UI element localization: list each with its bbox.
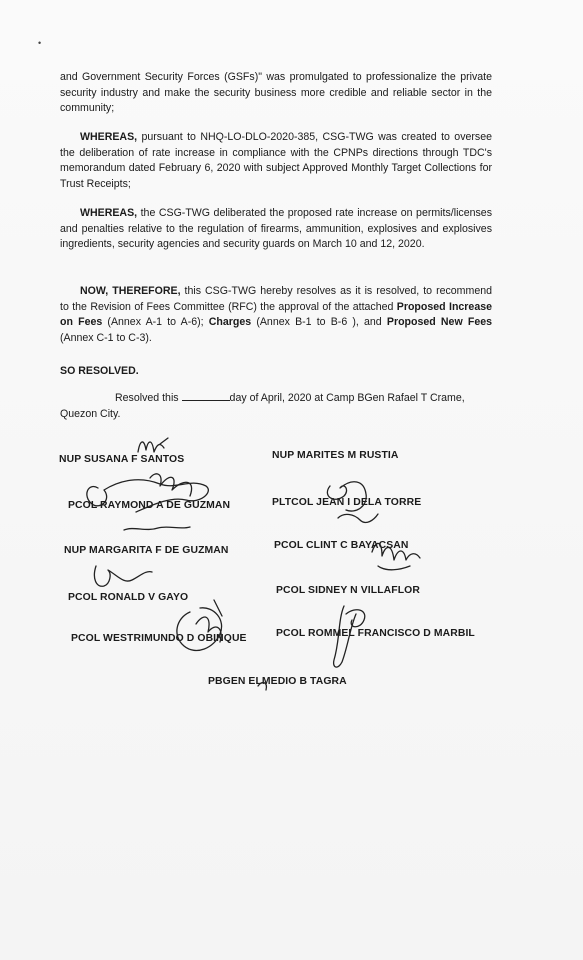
signatory-margarita-de-guzman: NUP MARGARITA F DE GUZMAN: [64, 545, 229, 556]
signatory-villaflor: PCOL SIDNEY N VILLAFLOR: [276, 585, 420, 596]
signature-santos: [138, 438, 168, 452]
paragraph-now-therefore: [60, 284, 492, 346]
whereas-2-lead: WHEREAS,: [80, 207, 138, 219]
paragraph-whereas-2: [60, 206, 492, 253]
proposed-increase-fees: Proposed Increase on Fees: [60, 300, 492, 328]
signatory-gayo: PCOL RONALD V GAYO: [68, 592, 189, 603]
proposed-new-fees: Proposed New Fees: [386, 316, 492, 328]
signatory-bayacsan: PCOL CLINT C BAYACSAN: [274, 540, 409, 551]
so-resolved: SO RESOLVED.: [60, 365, 139, 377]
signatory-marbil: PCOL ROMMEL FRANCISCO D MARBIL: [276, 628, 475, 639]
signatory-rustia: NUP MARITES M RUSTIA: [272, 450, 399, 461]
signatory-tagra: PBGEN ELMEDIO B TAGRA: [208, 676, 347, 687]
whereas-1-text: pursuant to NHQ-LO-DLO-2020-385, CSG-TWG was created to oversee the deliberation of rate increase in compliance with the CPNPs directions through TDC's memorandum dated February 6, 2020 with subject Approved Monthly Target Collections for Trust Receipts;: [60, 131, 492, 190]
paragraph-intro-text: and Government Security Forces (GSFs)" was promulgated to professionalize the private security industry and make the security business more credible and reliable sector in the community;: [60, 71, 492, 114]
now-therefore-text-a: this CSG-TWG hereby resolves as it is resolved, to recommend to the Revision of Fees Committee (RFC) the approval of the attached: [60, 285, 492, 313]
resolved-statement: [60, 391, 492, 422]
whereas-1-lead: WHEREAS,: [80, 131, 138, 143]
now-therefore-lead: NOW, THEREFORE,: [80, 285, 181, 297]
signatory-raymond-de-guzman: PCOL RAYMOND A DE GUZMAN: [68, 500, 231, 511]
paragraph-whereas-1: [60, 130, 492, 192]
paragraph-intro: [60, 70, 492, 117]
resolved-text-a: Resolved this: [115, 392, 182, 404]
signatory-santos: NUP SUSANA F SANTOS: [59, 454, 185, 465]
date-blank-line: [182, 391, 230, 401]
whereas-2-text: the CSG-TWG deliberated the proposed rate increase on permits/licenses and penalties relative to the regulation of firearms, ammunition, explosives and explosives ingredients, security agencies and security guards on March 10 and 12, 2020.: [60, 207, 492, 250]
scan-mark: •: [38, 38, 42, 48]
charges-label: Charges: [208, 316, 252, 328]
now-therefore-text-c: (Annex A-1 to A-6);: [102, 316, 209, 328]
signature-gayo: [94, 566, 152, 586]
now-therefore-text-e: (Annex C-1 to C-3).: [60, 331, 152, 344]
signatory-obinque: PCOL WESTRIMUNDO D OBINQUE: [71, 633, 247, 644]
resolved-text-b: day of April, 2020 at Camp BGen Rafael T Crame, Quezon City.: [60, 392, 465, 420]
signatory-dela-torre: PLTCOL JEAN I DELA TORRE: [272, 497, 422, 508]
now-therefore-text-d: (Annex B-1 to B-6 ), and: [251, 316, 387, 328]
